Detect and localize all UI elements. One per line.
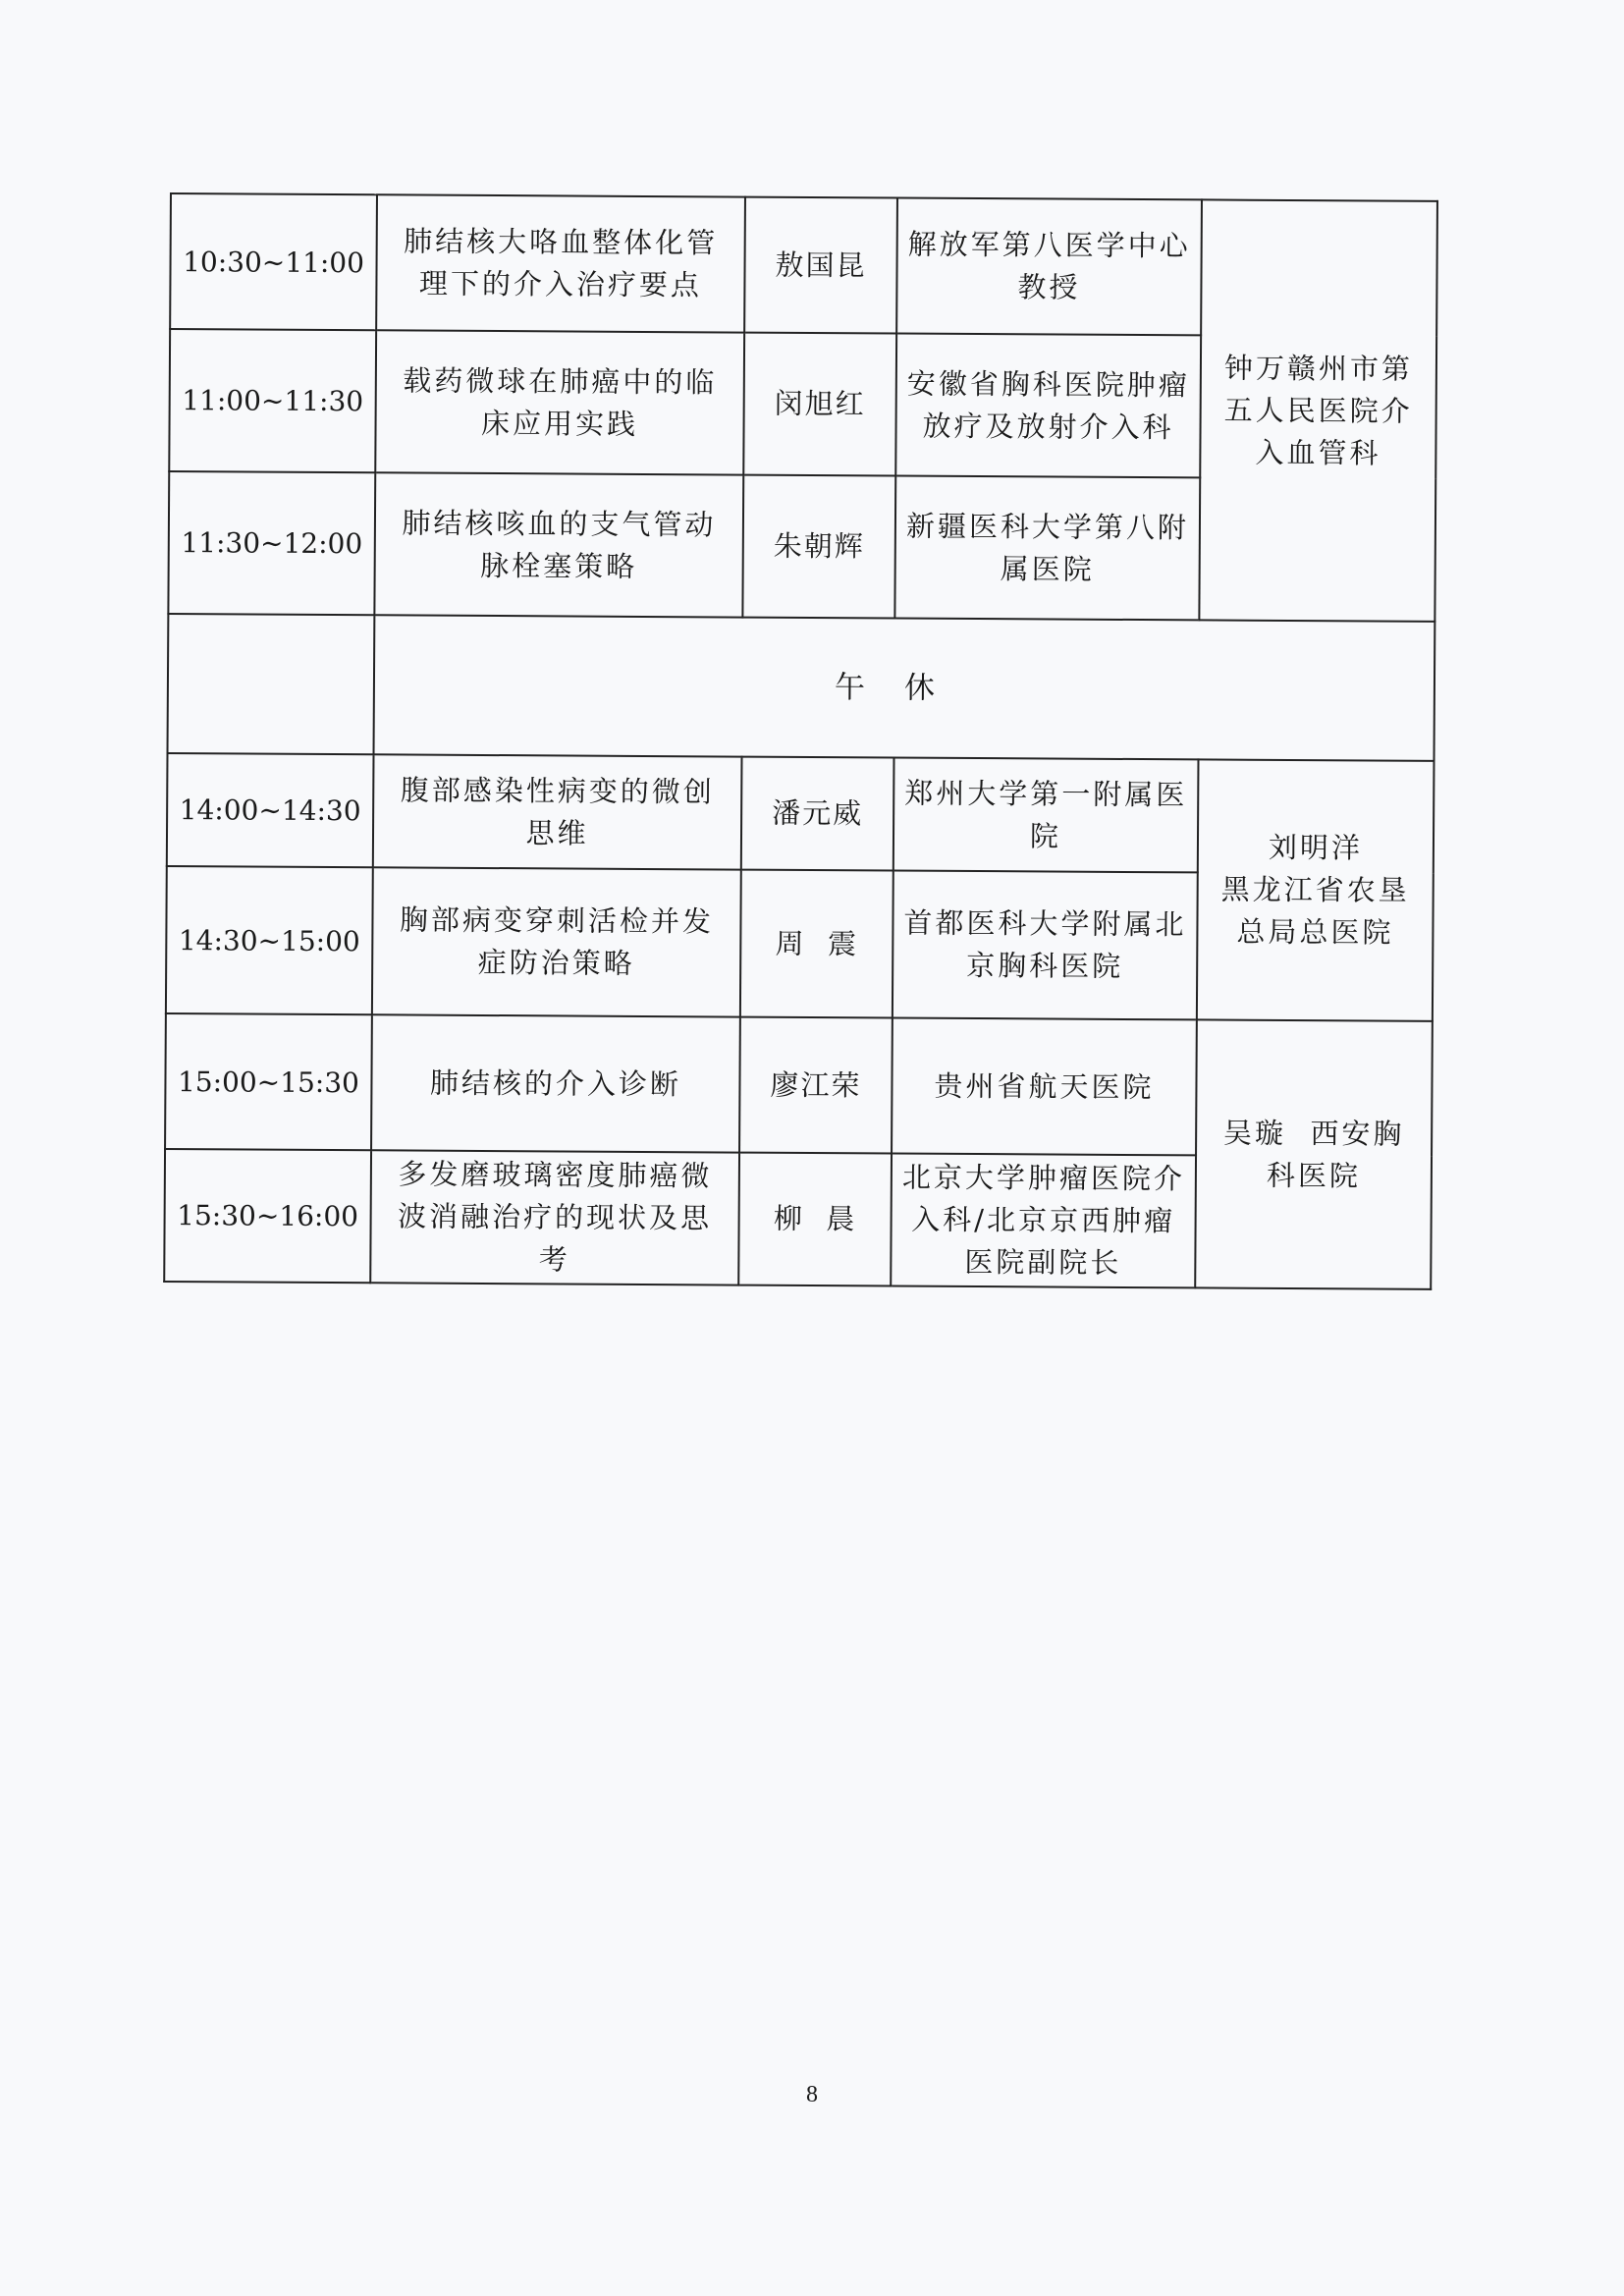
- session-topic: 腹部感染性病变的微创思维: [373, 754, 742, 869]
- session-time: 11:30~12:00: [168, 471, 375, 615]
- speaker-affiliation: 贵州省航天医院: [892, 1018, 1197, 1156]
- session-speaker: 柳 晨: [738, 1153, 892, 1286]
- break-row: [168, 614, 1435, 761]
- session-time: 11:00~11:30: [169, 329, 376, 472]
- session-topic: 肺结核的介入诊断: [371, 1014, 740, 1152]
- chair-affiliation: 黑龙江省农垦总局总医院: [1220, 872, 1410, 950]
- session-chair: 钟万赣州市第五人民医院介入血管科: [1199, 199, 1437, 621]
- table-row: [165, 1013, 1433, 1157]
- speaker-affiliation: 安徽省胸科医院肿瘤放疗及放射介入科: [895, 334, 1201, 478]
- session-time: 14:00~14:30: [167, 753, 374, 867]
- session-topic: 肺结核咳血的支气管动脉栓塞策略: [374, 472, 743, 617]
- session-speaker: 闵旭红: [743, 333, 896, 476]
- session-speaker: 廖江荣: [739, 1017, 893, 1154]
- speaker-affiliation: 解放军第八医学中心教授: [896, 198, 1202, 336]
- table-row: [170, 193, 1437, 337]
- session-time: 15:00~15:30: [165, 1013, 372, 1150]
- session-speaker: 敖国昆: [744, 197, 897, 334]
- chair-name: 刘明洋: [1268, 830, 1364, 865]
- speaker-affiliation: 郑州大学第一附属医院: [893, 758, 1199, 873]
- session-time: 15:30~16:00: [164, 1149, 371, 1283]
- session-time: 10:30~11:00: [170, 193, 377, 330]
- session-time: 14:30~15:00: [166, 866, 373, 1014]
- speaker-affiliation: 北京大学肿瘤医院介入科/北京京西肿瘤医院副院长: [891, 1154, 1196, 1288]
- session-speaker: 周 震: [740, 870, 893, 1018]
- session-speaker: 朱朝辉: [742, 475, 895, 619]
- break-empty-cell: [168, 614, 375, 754]
- schedule-table: [163, 192, 1438, 1290]
- speaker-affiliation: 新疆医科大学第八附属医院: [894, 476, 1200, 621]
- session-chair: [1197, 759, 1435, 1020]
- session-topic: 肺结核大咯血整体化管理下的介入治疗要点: [376, 194, 745, 332]
- page-number: 8: [806, 2082, 818, 2107]
- session-speaker: 潘元威: [741, 757, 894, 871]
- session-topic: 胸部病变穿刺活检并发症防治策略: [372, 867, 741, 1016]
- table-row: [167, 753, 1435, 874]
- session-topic: 多发磨玻璃密度肺癌微波消融治疗的现状及思考: [370, 1150, 739, 1285]
- lunch-break: 午休: [374, 615, 1435, 761]
- speaker-affiliation: 首都医科大学附属北京胸科医院: [893, 871, 1198, 1020]
- session-topic: 载药微球在肺癌中的临床应用实践: [375, 330, 744, 474]
- session-chair: 吴璇 西安胸科医院: [1195, 1019, 1433, 1288]
